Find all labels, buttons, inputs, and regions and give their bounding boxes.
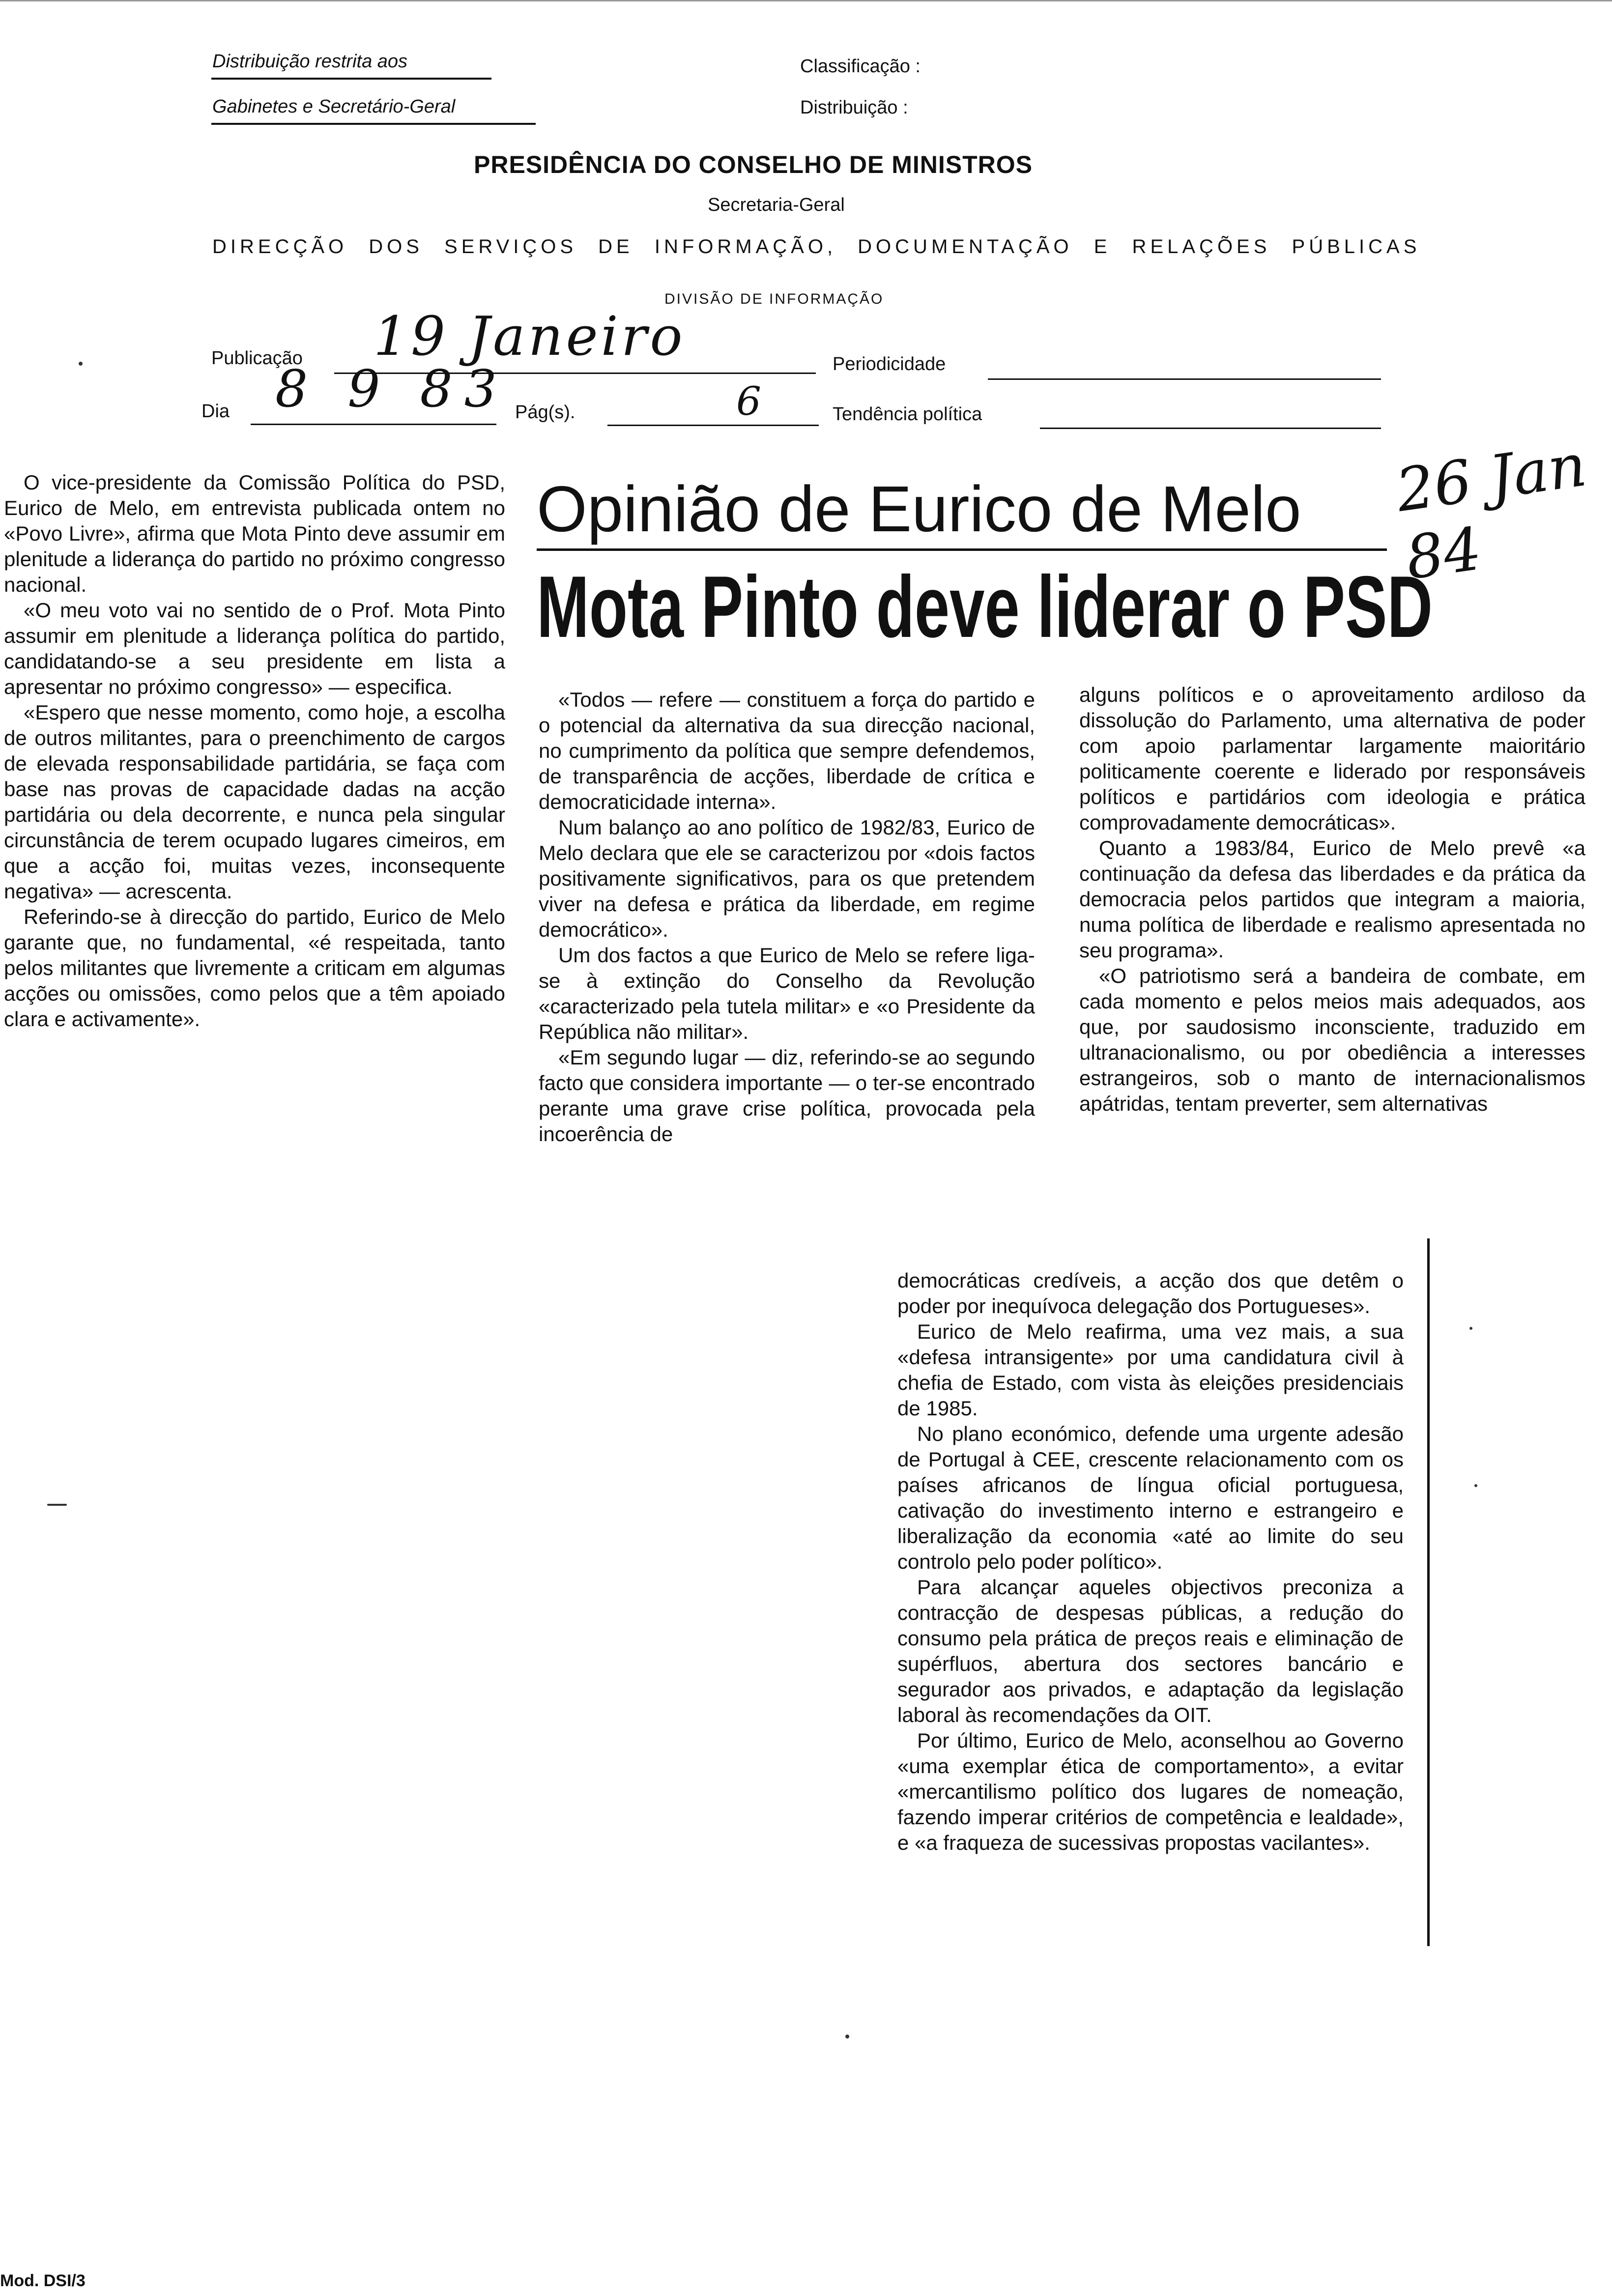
- tendency-label: Tendência política: [833, 404, 982, 425]
- article-column-3: [1079, 682, 1585, 1117]
- secretariat-title: Secretaria-Geral: [708, 195, 845, 215]
- day-label: Dia: [202, 401, 230, 422]
- column-3-paragraph: alguns políticos e o aproveitamento ardiloso da dissolução do Parlamento, uma alternativa de poder com apoio parlamentar largamente maioritário politicamente coerente e liderado por responsáveis políticos e partidários com ideologia e prática comprovadamente democráticas».: [1079, 683, 1585, 834]
- headline-rule: [537, 548, 1387, 551]
- pages-label: Pág(s).: [515, 402, 576, 423]
- form-code: Mod. DSI/3: [0, 2271, 86, 2290]
- scan-speck: [47, 1504, 67, 1506]
- scan-speck: [1469, 1327, 1472, 1330]
- scan-speck: [845, 2035, 849, 2038]
- column-3-paragraph: «O patriotismo será a bandeira de combate, em cada momento e pelos meios mais adequados, aos que, por saudosismo inconsciente, traduzido em ultranacionalismo, ou por obediência a interesses estrangeiros, sob o manto de internacionalismos apátridas, tentam preverter, sem alternativas: [1079, 964, 1585, 1115]
- pages-line: [607, 425, 819, 426]
- restricted-distribution-line-2: Gabinetes e Secretário-Geral: [212, 96, 456, 117]
- scan-speck: [1474, 1484, 1477, 1487]
- division-title: DIVISÃO DE INFORMAÇÃO: [664, 291, 884, 307]
- article-continuation-column: [897, 1268, 1404, 1856]
- continuation-paragraph: democráticas credíveis, a acção dos que detêm o poder por inequívoca delegação dos Portugueses».: [897, 1269, 1404, 1318]
- continuation-paragraph: No plano económico, defende uma urgente adesão de Portugal à CEE, crescente relacionamento com os países africanos de língua oficial portuguesa, cativação do investimento interno e estrangeiro e liberalização da economia «até ao limite do seu controlo pelo poder político».: [897, 1422, 1404, 1573]
- scan-top-edge: [0, 0, 1612, 1]
- periodicity-line: [988, 378, 1381, 380]
- publication-handwritten: 19 Janeiro: [374, 305, 686, 368]
- restricted-distribution-line-1: Distribuição restrita aos: [212, 51, 408, 72]
- headline-kicker: Opinião de Eurico de Melo: [537, 473, 1301, 545]
- column-2-paragraph: Num balanço ao ano político de 1982/83, Eurico de Melo declara que ele se caracterizou por «dois factos positivamente significativos, para os que pretendem viver na defesa e prática da liberdade, em regime democrático».: [539, 816, 1035, 941]
- presidency-title: PRESIDÊNCIA DO CONSELHO DE MINISTROS: [474, 151, 1033, 178]
- lead-paragraph: O vice-presidente da Comissão Política do PSD, Eurico de Melo, em entrevista publicada ontem no «Povo Livre», afirma que Mota Pinto deve assumir em plenitude a liderança do partido no próximo congresso nacional.: [4, 471, 505, 596]
- pages-handwritten: 6: [736, 378, 761, 424]
- continuation-paragraph: Por último, Eurico de Melo, aconselhou ao Governo «uma exemplar ética de comportamento», a evitar «mercantilismo político dos lugares de nomeação, fazendo imperar critérios de competência e lealdade», e «a fraqueza de sucessivas propostas vacilantes».: [897, 1729, 1404, 1854]
- lead-paragraph: «Espero que nesse momento, como hoje, a escolha de outros militantes, para o preenchimento de cargos de elevada responsabilidade partidária, se faça com base nas provas de capacidade dadas na acção partidária ou dela decorrente, e nunca pela singular circunstância de terem ocupado lugares cimeiros, em que a acção foi, muitas vezes, inconsequente negativa» — acrescenta.: [4, 701, 505, 903]
- periodicity-label: Periodicidade: [833, 354, 946, 374]
- continuation-paragraph: Eurico de Melo reafirma, uma vez mais, a sua «defesa intransigente» por uma candidatura civil à chefia de Estado, com vista às eleições presidenciais de 1985.: [897, 1320, 1404, 1420]
- day-handwritten: 8 9 83: [275, 359, 509, 419]
- article-column-2: [539, 687, 1035, 1147]
- header-underline-1: [211, 78, 491, 80]
- directorate-title: DIRECÇÃO DOS SERVIÇOS DE INFORMAÇÃO, DOCUMENTAÇÃO E RELAÇÕES PÚBLICAS: [212, 236, 1421, 258]
- day-line: [251, 424, 496, 425]
- header-underline-2: [211, 123, 536, 125]
- lead-paragraph: «O meu voto vai no sentido de o Prof. Mota Pinto assumir em plenitude a liderança política do partido, candidatando-se a seu presidente em lista a apresentar no próximo congresso» — especifica.: [4, 599, 505, 698]
- distribution-label: Distribuição :: [800, 97, 908, 118]
- publication-label: Publicação: [211, 348, 303, 369]
- article-lead-column: [4, 470, 505, 1032]
- column-3-paragraph: Quanto a 1983/84, Eurico de Melo prevê «a continuação da defesa das liberdades e da prática da democracia pelos partidos que integram a maioria, numa política de liberdade e realismo apresentada no seu programa».: [1079, 836, 1585, 962]
- lead-paragraph: Referindo-se à direcção do partido, Eurico de Melo garante que, no fundamental, «é respeitada, tanto pelos militantes que livremente a criticam em algumas acções ou omissões, como pelos que a têm apoiado clara e activamente».: [4, 905, 505, 1031]
- column-2-paragraph: Um dos factos a que Eurico de Melo se refere liga-se à extinção do Conselho da Revolução «caracterizado pela tutela militar» e «o Presidente da República não militar».: [539, 944, 1035, 1043]
- tendency-line: [1040, 428, 1381, 429]
- continuation-paragraph: Para alcançar aqueles objectivos preconiza a contracção de despesas públicas, a redução do consumo pela prática de preços reais e eliminação de supérfluos, abertura dos sectores bancário e segurador aos privados, e adaptação da legislação laboral às recomendações da OIT.: [897, 1576, 1404, 1726]
- column-2-paragraph: «Todos — refere — constituem a força do partido e o potencial da alternativa da sua direcção nacional, no cumprimento da política que sempre defendemos, de transparência de acções, liberdade de crítica e democraticidade interna».: [539, 688, 1035, 813]
- column-2-paragraph: «Em segundo lugar — diz, referindo-se ao segundo facto que considera importante — o ter-se encontrado perante uma grave crise política, provocada pela incoerência de: [539, 1046, 1035, 1146]
- headline-main: Mota Pinto deve liderar o PSD: [537, 558, 1433, 656]
- handwritten-margin-date: 26 Jan 84: [1392, 431, 1591, 593]
- classification-label: Classificação :: [800, 56, 921, 77]
- clipping-edge-line: [1427, 1238, 1430, 1946]
- scan-speck: [79, 362, 83, 366]
